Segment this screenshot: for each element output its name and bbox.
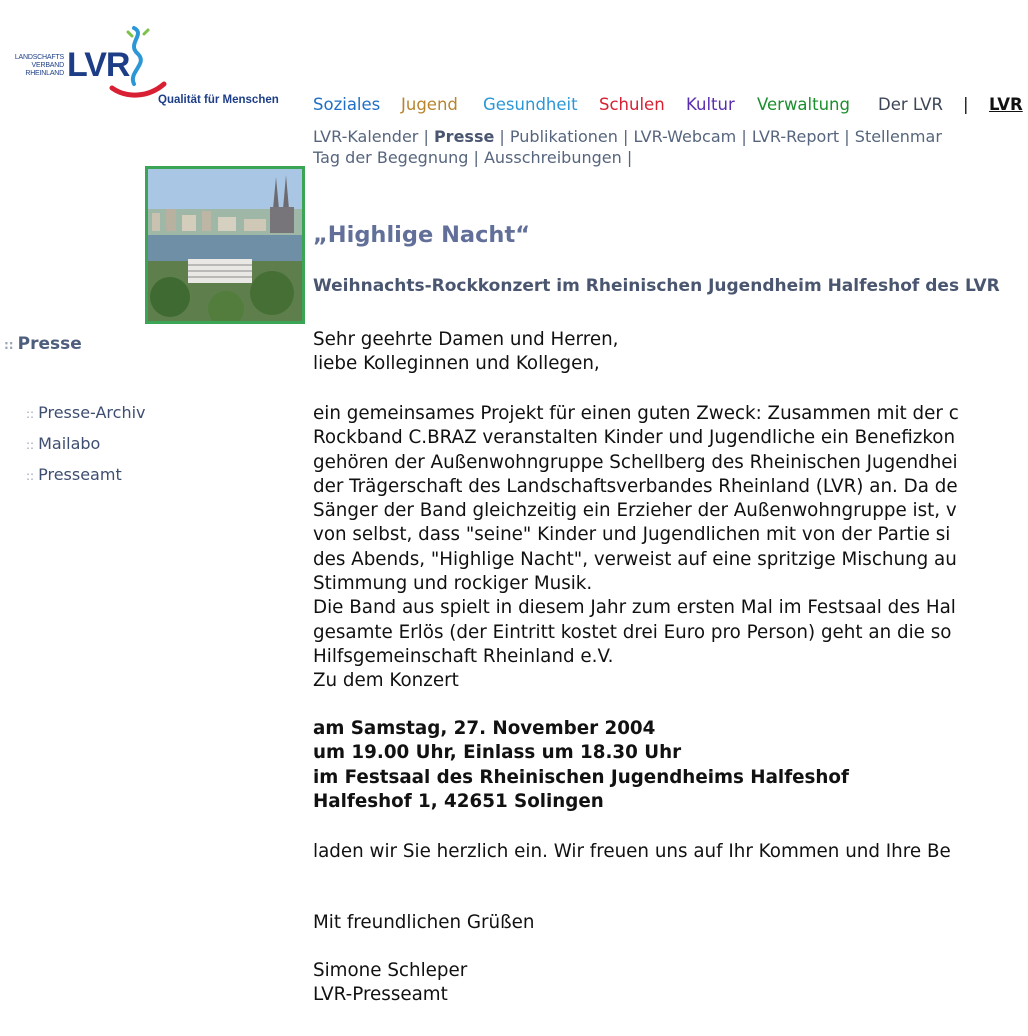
signature <box>313 959 1028 1008</box>
body-line: gesamte Erlös (der Eintritt kostet drei Euro pro Person) geht an die so <box>313 621 952 643</box>
logo-small-text <box>4 54 64 78</box>
article-subtitle: Weihnachts-Rockkonzert im Rheinischen Jugendheim Halfeshof des LVR <box>313 276 1000 296</box>
event-date: am Samstag, 27. November 2004 <box>313 718 656 739</box>
sub-nav-line-2 <box>313 147 942 168</box>
subnav-separator: | <box>626 148 633 167</box>
subnav-separator: | <box>622 127 629 146</box>
greeting-line: liebe Kolleginnen und Kollegen, <box>313 353 600 375</box>
subnav-item-lvr-webcam[interactable]: LVR-Webcam <box>633 127 737 146</box>
body-line: von selbst, dass "seine" Kinder und Jugendlichen mit von der Partie si <box>313 524 951 546</box>
logo-text-line: LANDSCHAFTS <box>14 54 64 61</box>
body-line: Rockband C.BRAZ veranstalten Kinder und Jugendliche ein Benefizkon <box>313 427 956 449</box>
subnav-item-tag-der-begegnung[interactable]: Tag der Begegnung <box>313 148 469 167</box>
event-details <box>313 717 849 814</box>
nav-item-gesundheit[interactable]: Gesundheit <box>483 95 578 114</box>
body-line: ein gemeinsames Projekt für einen guten Zweck: Zusammen mit der c <box>313 403 959 424</box>
subnav-item-ausschreibungen[interactable]: Ausschreibungen <box>483 148 622 167</box>
nav-item-lvr[interactable]: LVR <box>989 95 1023 114</box>
subnav-separator: | <box>473 148 479 167</box>
subnav-item-presse[interactable]: Presse <box>433 127 495 146</box>
sidebar-item-presseamt[interactable] <box>26 460 146 491</box>
nav-item-schulen[interactable]: Schulen <box>599 95 665 114</box>
logo-text-line: VERBAND <box>31 62 64 69</box>
subnav-item-lvr-report[interactable]: LVR-Report <box>751 127 840 146</box>
sidebar-bullet: :: <box>26 438 35 452</box>
sidebar-item-label: Presseamt <box>38 465 122 484</box>
subnav-item-stellenmarkt[interactable]: Stellenmar <box>854 127 942 146</box>
nav-item-jugend[interactable]: Jugend <box>401 95 458 114</box>
body-line: gehören der Außenwohngruppe Schellberg des Rheinischen Jugendhei <box>313 451 958 473</box>
nav-item-soziales[interactable]: Soziales <box>313 95 381 114</box>
sidebar-item-presse-archiv[interactable] <box>26 398 146 429</box>
sidebar-item-label: Presse-Archiv <box>38 403 146 422</box>
event-address: Halfeshof 1, 42651 Solingen <box>313 790 604 812</box>
nav-separator: | <box>963 95 969 114</box>
sub-nav-line-1 <box>313 126 942 147</box>
body-line: der Trägerschaft des Landschaftsverbandes Rheinland (LVR) an. Da de <box>313 475 958 497</box>
nav-item-der-lvr[interactable]: Der LVR <box>878 95 944 114</box>
signature-name: Simone Schleper <box>313 960 468 981</box>
sidebar-title-label: Presse <box>17 334 82 354</box>
closing-line: Mit freundlichen Grüßen <box>313 912 535 933</box>
body-line: Die Band aus spielt in diesem Jahr zum ersten Mal im Festsaal des Hal <box>313 597 956 619</box>
subnav-separator: | <box>499 127 505 146</box>
city-skyline-image <box>148 169 302 321</box>
article-body <box>313 402 1028 694</box>
subnav-item-publikationen[interactable]: Publikationen <box>509 127 618 146</box>
nav-item-verwaltung[interactable]: Verwaltung <box>757 95 850 114</box>
logo-brand: LVR <box>67 46 130 84</box>
sidebar-item-label: Mailabo <box>38 434 101 453</box>
sidebar-item-mailabo[interactable] <box>26 429 146 460</box>
body-line: Zu dem Konzert <box>313 670 459 692</box>
sidebar-list <box>26 398 146 491</box>
lvr-logo[interactable] <box>4 24 308 114</box>
body-line: Hilfsgemeinschaft Rheinland e.V. <box>313 645 614 667</box>
subnav-item-lvr-kalender[interactable]: LVR-Kalender <box>313 127 419 146</box>
sidebar-bullet: :: <box>26 469 35 483</box>
greeting-line: Sehr geehrte Damen und Herren, <box>313 329 619 350</box>
logo-text-line: RHEINLAND <box>25 70 64 77</box>
body-line: des Abends, "Highlige Nacht", verweist auf eine spritzige Mischung au <box>313 548 957 570</box>
signature-office: LVR-Presseamt <box>313 984 448 1006</box>
sidebar-title[interactable] <box>4 334 82 354</box>
subnav-separator: | <box>423 127 429 146</box>
event-time: um 19.00 Uhr, Einlass um 18.30 Uhr <box>313 742 682 764</box>
subnav-separator: | <box>844 127 850 146</box>
nav-item-kultur[interactable]: Kultur <box>686 95 735 114</box>
cologne-city-photo <box>145 166 305 324</box>
sub-nav <box>313 126 942 168</box>
article-title: „Highlige Nacht“ <box>313 222 530 248</box>
event-venue: im Festsaal des Rheinischen Jugendheims Halfeshof <box>313 766 849 788</box>
greeting <box>313 328 1028 377</box>
body-line: Sänger der Band gleichzeitig ein Erzieher der Außenwohngruppe ist, v <box>313 500 957 522</box>
invite-line: laden wir Sie herzlich ein. Wir freuen uns auf Ihr Kommen und Ihre Be <box>313 841 951 862</box>
body-line: Stimmung und rockiger Musik. <box>313 573 593 595</box>
logo-tagline: Qualität für Menschen <box>158 94 279 106</box>
sidebar-title-bullet: :: <box>4 338 14 352</box>
subnav-separator: | <box>741 127 747 146</box>
sidebar-bullet: :: <box>26 407 35 421</box>
